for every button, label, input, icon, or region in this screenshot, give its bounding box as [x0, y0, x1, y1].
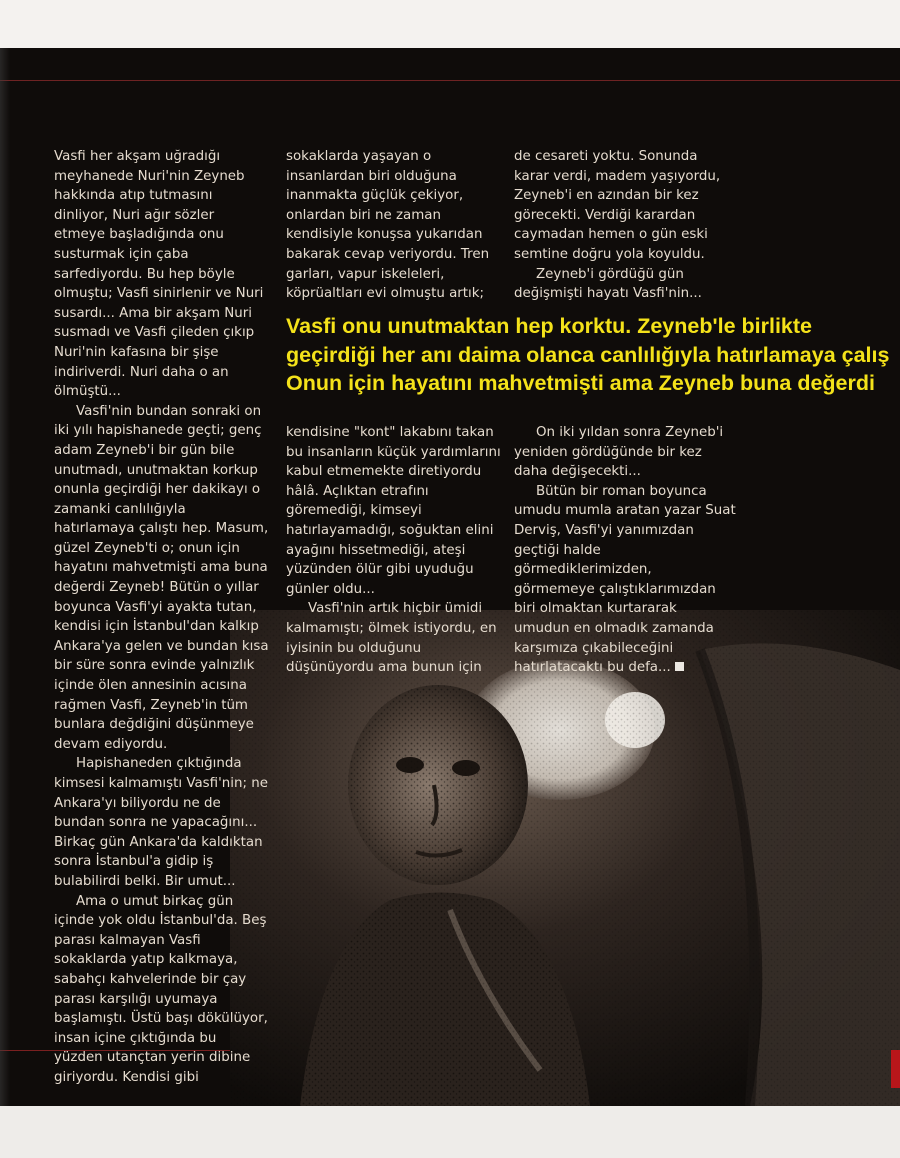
paragraph: Ama o umut birkaç gün içinde yok oldu İstanbul'da. Beş parası kalmayan Vasfi sokaklarda yatıp kalkmaya, sabahçı kahvelerinde bir çay parası karşılığı uyumaya başlamıştı. Üstü başı dökülüyor, insan içine çıktığında bu yüzden utançtan yerin dibine giriyordu. Kendisi gibi — [54, 893, 268, 1085]
paragraph: Vasfi'nin bundan sonraki on iki yılı hapishanede geçti; genç adam Zeyneb'i bir gün bile unutmadı, unutmaktan korkup onunla geçirdiği her dakikayı o zamanki canlılığıyla hatırlamaya çalıştı hep. Masum, güzel Zeyneb'ti o; onun için hayatını mahvetmişti ama buna değerdi Zeyneb! Bütün o yıllar boyunca Vasfi'yi ayakta tutan, kendisi için İstanbul'dan kalkıp Ankara'ya gelen ve bundan kısa bir süre sonra evinde yalnızlık içinde ölen annesinin acısına rağmen Vasfi, Zeyneb'in tüm bunlara değdiğini düşünmeye devam ediyordu. — [54, 403, 269, 752]
text-column-2-top — [286, 147, 501, 304]
text-column-3-bottom — [514, 423, 736, 678]
text-column-3-top — [514, 147, 736, 304]
pull-quote-line: Onun için hayatını mahvetmişti ama Zeyneb buna değerdi — [286, 371, 875, 395]
paragraph: Vasfi her akşam uğradığı meyhanede Nuri'nin Zeyneb hakkında atıp tutmasını dinliyor, Nuri ağır sözler etmeye başladığında onu susturmak için çaba sarfediyordu. Bu hep böyle olmuştu; Vasfi sinirlenir ve Nuri susardı... Ama bir akşam Nuri susmadı ve Vasfi çileden çıkıp Nuri'nin kafasına bir şişe indiriverdi. Nuri daha o an ölmüştü... — [54, 149, 264, 400]
pull-quote-line: geçirdiği her anı daima olanca canlılığıyla hatırlamaya çalış — [286, 342, 890, 367]
paragraph: sokaklarda yaşayan o insanlardan biri olduğuna inanmakta güçlük çekiyor, onlardan biri ne zaman kendisiyle konuşsa yukarıdan bakarak cevap veriyordu. Tren garları, vapur iskeleleri, köprüaltları evi olmuştu artık; — [286, 149, 490, 302]
red-edge-tab — [891, 1050, 900, 1088]
pull-quote — [286, 312, 900, 398]
binding-shadow — [0, 48, 10, 1106]
text-column-2-bottom — [286, 423, 501, 678]
top-page-margin — [0, 0, 900, 48]
paragraph: kendisine "kont" lakabını takan bu insanların küçük yardımlarını kabul etmemekte diretiyordu hâlâ. Açlıktan etrafını göremediği, kimseyi hatırlayamadığı, soğuktan elini ayağını hissetmediği, ateşi yüzünden ölür gibi uyuduğu günler oldu... — [286, 425, 501, 597]
article-photo — [230, 610, 900, 1106]
pull-quote-line: Vasfi onu unutmaktan hep korktu. Zeyneb'le birlikte — [286, 314, 812, 338]
paragraph: Zeyneb'i gördüğü gün değişmişti hayatı Vasfi'nin... — [514, 266, 702, 302]
paragraph: Hapishaneden çıktığında kimsesi kalmamıştı Vasfi'nin; ne Ankara'yı biliyordu ne de bundan sonra ne yapacağını... Birkaç gün Ankara'da kaldıktan sonra İstanbul'a gidip iş bulabilirdi belki. Bir umut... — [54, 756, 268, 889]
paragraph — [514, 482, 736, 678]
text-column-1 — [54, 147, 269, 1088]
boy-in-tunnel-illustration — [230, 610, 900, 1106]
top-rule-line — [0, 80, 900, 81]
final-paragraph-text: Bütün bir roman boyunca umudu mumla aratan yazar Suat Derviş, Vasfi'yi yanımızdan geçtiği halde görmediklerimizden, görmemeye çalıştıklarımızdan biri olmaktan kurtararak umudun en olmadık zamanda karşımıza çıkabileceğini hatırlatacaktı bu defa... — [514, 483, 736, 676]
paragraph: On iki yıldan sonra Zeyneb'i yeniden gördüğünde bir kez daha değişecekti... — [514, 425, 724, 480]
paragraph: Vasfi'nin artık hiçbir ümidi kalmamıştı; ölmek istiyordu, en iyisinin bu olduğunu düşünüyordu ama bunun için — [286, 601, 497, 676]
paragraph: de cesareti yoktu. Sonunda karar verdi, madem yaşıyordu, Zeyneb'i en azından bir kez görecekti. Verdiği karardan caymadan hemen o gün eski semtine doğru yola koyuldu. — [514, 149, 721, 262]
bottom-page-margin — [0, 1106, 900, 1158]
square-end-mark-icon — [675, 662, 684, 671]
